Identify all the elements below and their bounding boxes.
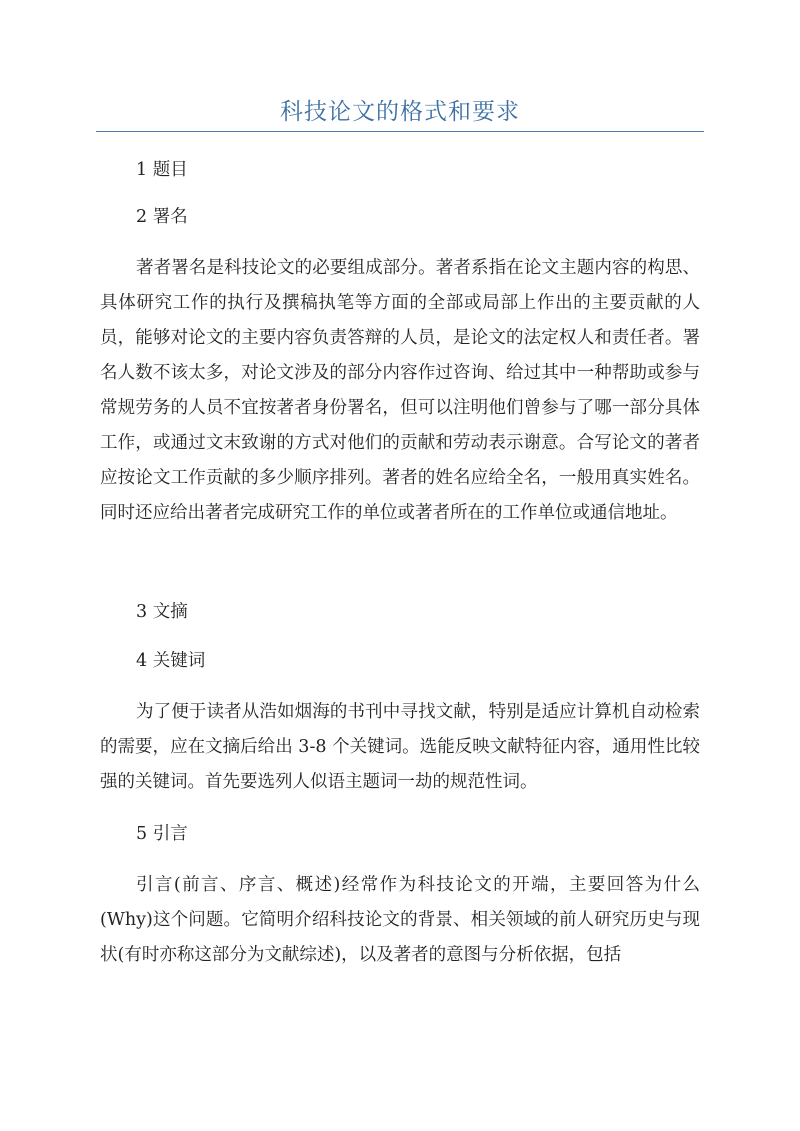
section-heading-authors: 2 署名 [136, 207, 188, 227]
section-heading-keywords: 4 关键词 [136, 651, 206, 671]
section-heading-introduction: 5 引言 [136, 824, 188, 844]
section-heading-abstract: 3 文摘 [136, 602, 188, 622]
section-heading-title: 1 题目 [136, 160, 188, 180]
title-divider [96, 131, 704, 132]
section-paragraph-authors: 著者署名是科技论文的必要组成部分。著者系指在论文主题内容的构思、具体研究工作的执行及撰稿执笔等方面的全部或局部上作出的主要贡献的人员，能够对论文的主要内容负责答辩的人员，是论文的法定权人和责任者。署名人数不该太多，对论文涉及的部分内容作过咨询、给过其中一种帮助或参与常规劳务的人员不宜按著者身份署名，但可以注明他们曾参与了哪一部分具体工作，或通过文末致谢的方式对他们的贡献和劳动表示谢意。合写论文的著者应按论文工作贡献的多少顺序排列。著者的姓名应给全名，一般用真实姓名。同时还应给出著者完成研究工作的单位或著者所在的工作单位或通信地址。 [100, 258, 700, 523]
document-title: 科技论文的格式和要求 [280, 99, 520, 125]
section-paragraph-introduction: 引言(前言、序言、概述)经常作为科技论文的开端，主要回答为什么(Why)这个问题。它简明介绍科技论文的背景、相关领域的前人研究历史与现状(有时亦称这部分为文献综述)，以及著者的意图与分析依据，包括 [100, 875, 700, 965]
section-paragraph-keywords: 为了便于读者从浩如烟海的书刊中寻找文献，特别是适应计算机自动检索的需要，应在文摘后给出 3-8 个关键词。选能反映文献特征内容，通用性比较强的关键词。首先要选列人似语主题词一劫的规范性词。 [100, 702, 700, 792]
